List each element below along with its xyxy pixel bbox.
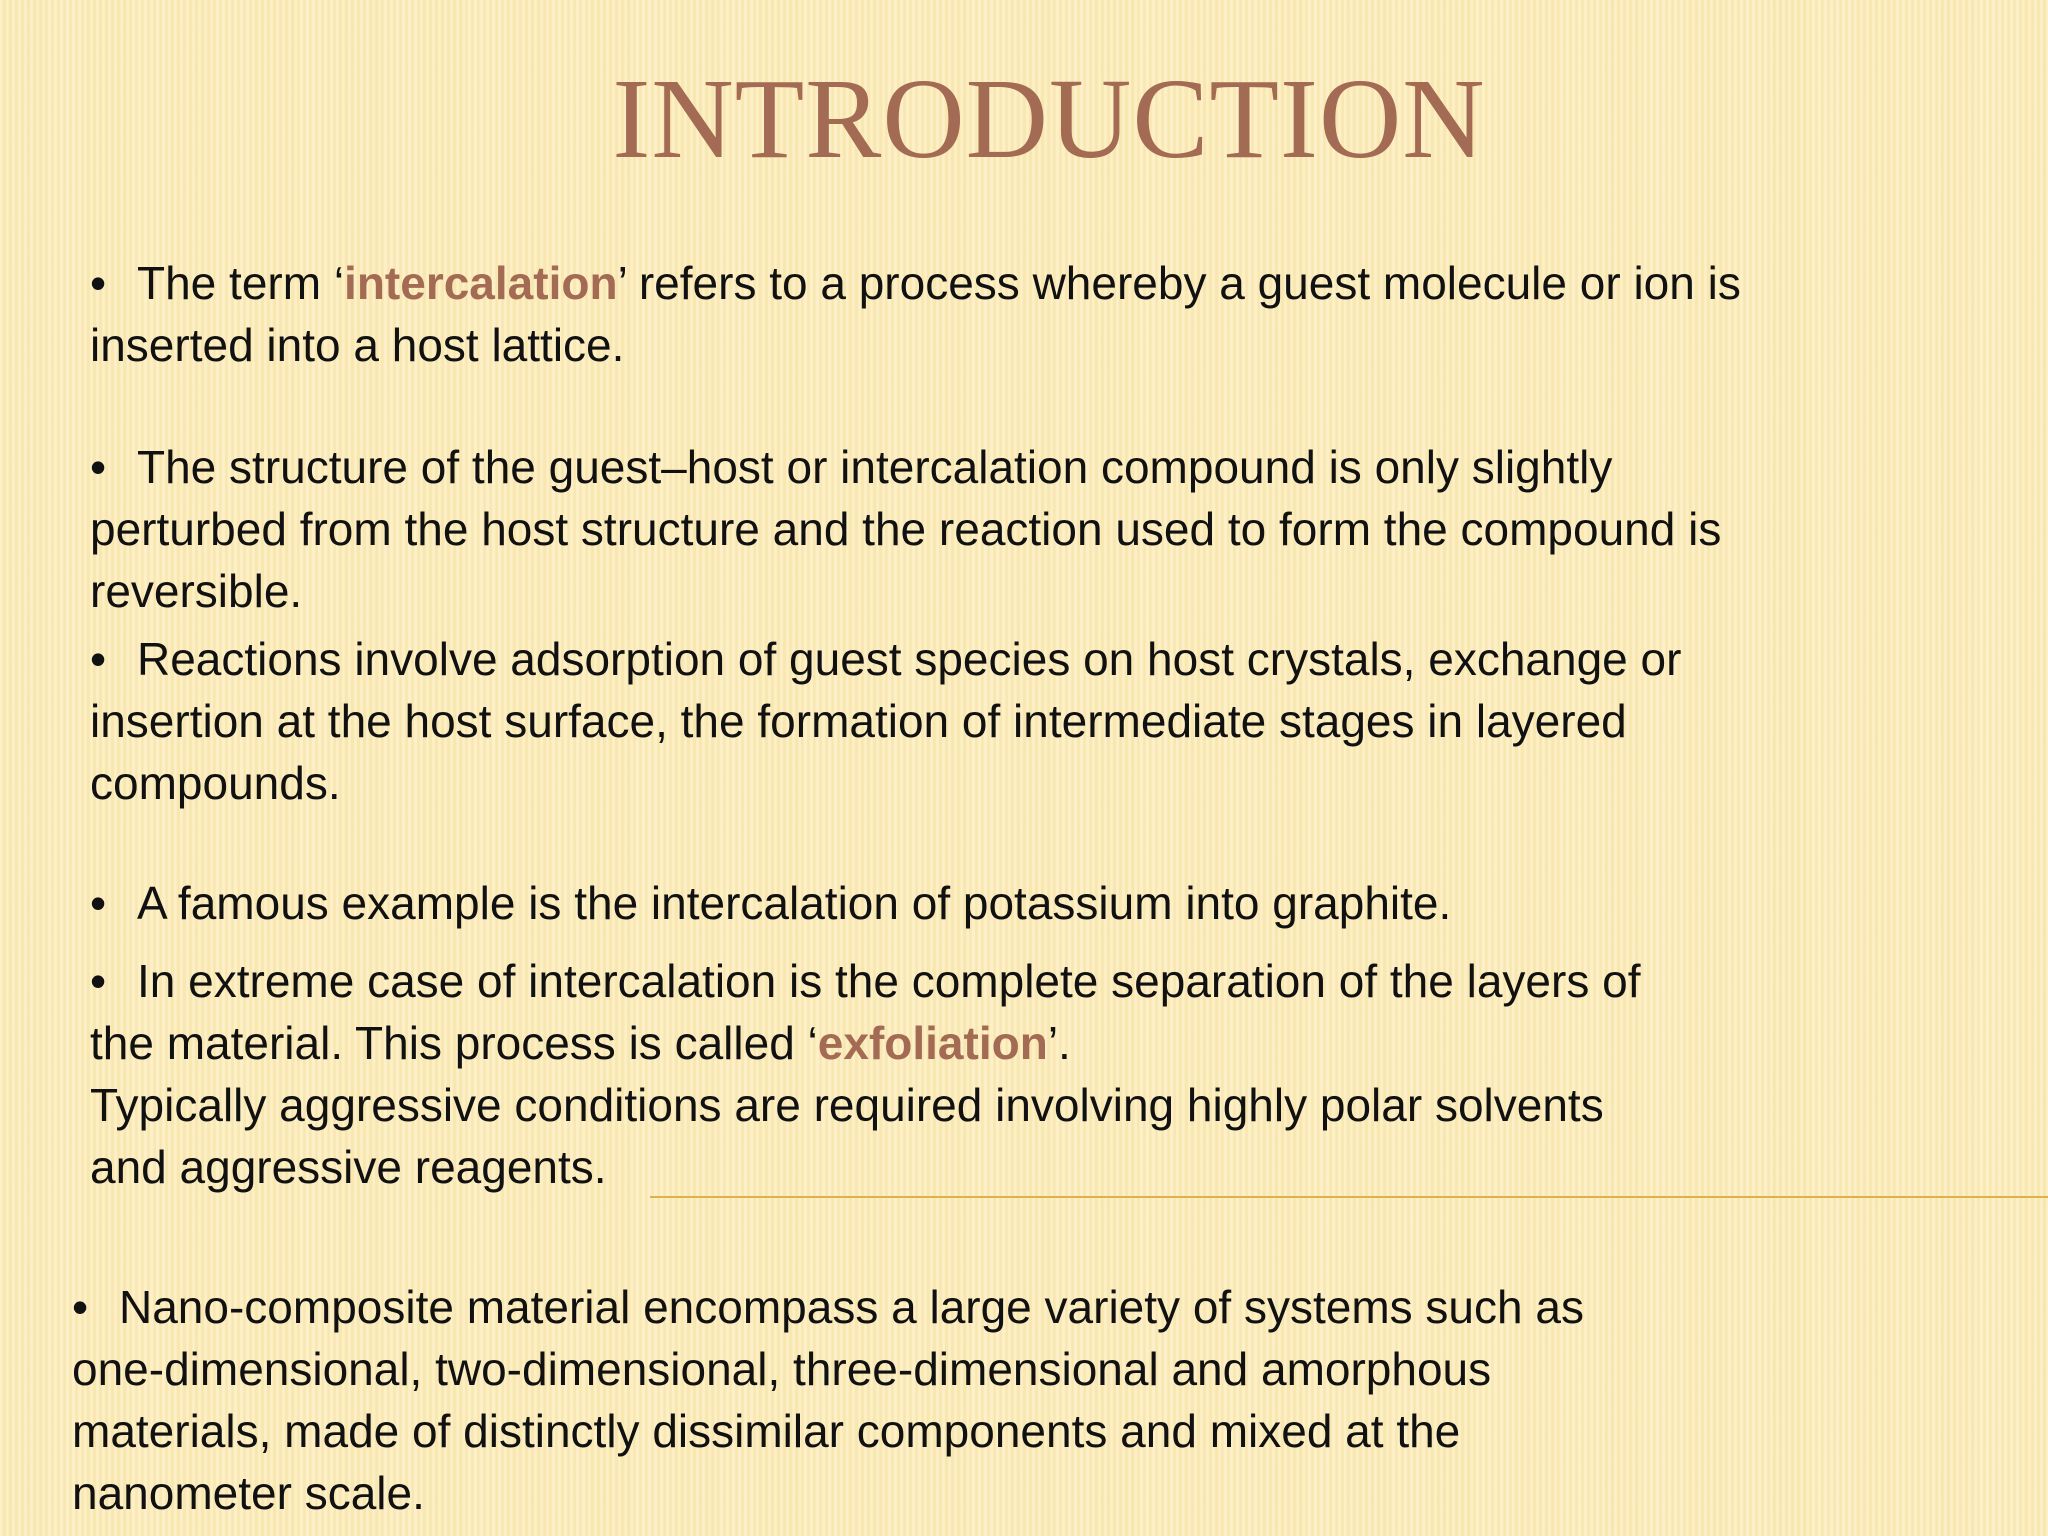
text-line: In extreme case of intercalation is the complete separation of the layers of [137, 955, 1641, 1007]
text-line: Reactions involve adsorption of guest species on host crystals, exchange or [137, 633, 1682, 685]
text-segment: ’ refers to a process whereby a guest molecule or ion is [617, 257, 1741, 309]
text-line: A famous example is the intercalation of potassium into graphite. [137, 877, 1452, 929]
bullet-intercalation-definition [90, 252, 1990, 376]
bullet-list-bottom [72, 1276, 1972, 1524]
bullet-marker: • [90, 257, 107, 309]
text-line: and aggressive reagents. [90, 1141, 607, 1193]
bullet-marker: • [72, 1281, 89, 1333]
text-line: one-dimensional, two-dimensional, three-dimensional and amorphous [72, 1343, 1492, 1395]
text-segment: ’. [1047, 1017, 1071, 1069]
highlighted-term-exfoliation: exfoliation [817, 1017, 1048, 1069]
text-line: perturbed from the host structure and the reaction used to form the compound is [90, 503, 1722, 555]
bullet-list [90, 252, 1990, 1198]
text-line: reversible. [90, 565, 303, 617]
bullet-nano-composite [72, 1276, 1972, 1524]
text-line: Typically aggressive conditions are required involving highly polar solvents [90, 1079, 1604, 1131]
text-line: insertion at the host surface, the formation of intermediate stages in layered [90, 695, 1627, 747]
text-line: compounds. [90, 757, 341, 809]
bullet-marker: • [90, 877, 107, 929]
text-line: Nano-composite material encompass a large variety of systems such as [119, 1281, 1584, 1333]
text-line: materials, made of distinctly dissimilar components and mixed at the [72, 1405, 1461, 1457]
text-line: nanometer scale. [72, 1467, 425, 1519]
text-line: inserted into a host lattice. [90, 319, 625, 371]
bullet-marker: • [90, 441, 107, 493]
highlighted-term-intercalation: intercalation [344, 257, 618, 309]
bullet-guest-host-structure [90, 436, 1990, 622]
bullet-marker: • [90, 633, 107, 685]
text-segment: the material. This process is called ‘ [90, 1017, 818, 1069]
text-segment: The term ‘ [137, 257, 345, 309]
bullet-marker: • [90, 955, 107, 1007]
bullet-famous-example [90, 872, 1990, 934]
bullet-reactions [90, 628, 1990, 814]
decorative-divider-line [650, 1196, 2048, 1198]
text-line: The structure of the guest–host or intercalation compound is only slightly [137, 441, 1613, 493]
bullet-exfoliation [90, 950, 1990, 1198]
slide-title: INTRODUCTION [612, 55, 1486, 182]
